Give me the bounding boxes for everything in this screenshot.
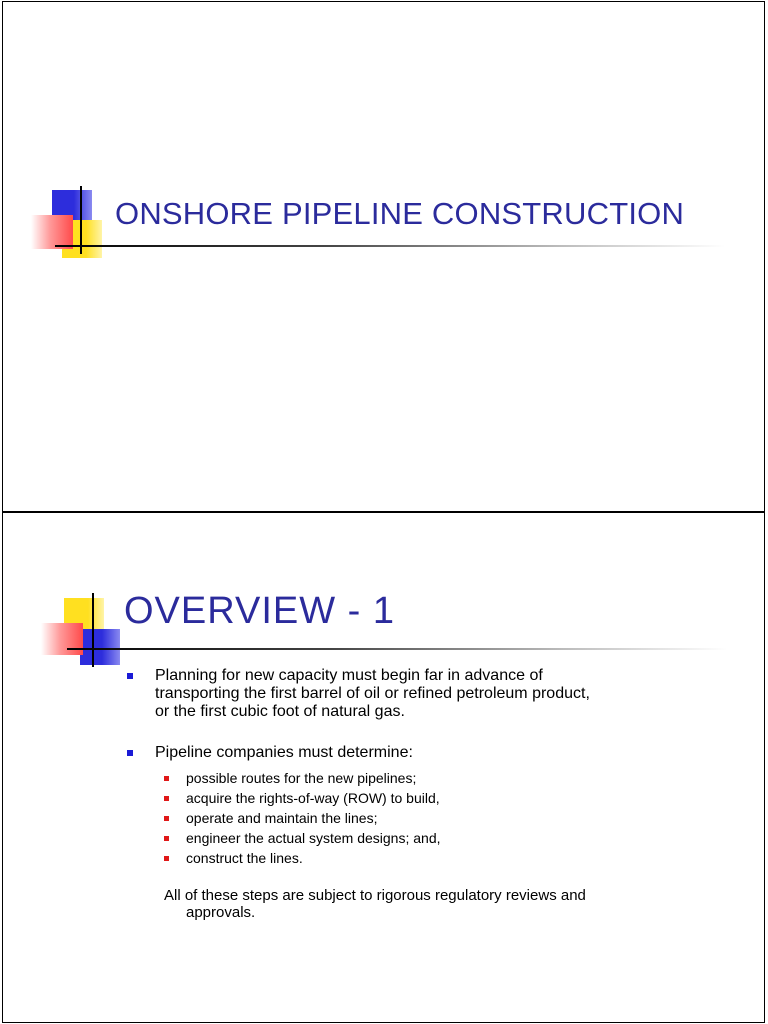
square-bullet-icon: [164, 796, 169, 801]
sub-list-item-text: acquire the rights-of-way (ROW) to build,: [186, 790, 440, 806]
square-bullet-icon: [127, 673, 133, 679]
vertical-rule: [80, 186, 82, 254]
note-line: approvals.: [186, 904, 256, 921]
title-underline: [67, 648, 727, 650]
sub-list-item-text: engineer the actual system designs; and,: [186, 830, 441, 846]
bullet-line: Pipeline companies must determine:: [155, 744, 413, 761]
square-bullet-icon: [164, 816, 169, 821]
slide-1: [2, 1, 765, 512]
title-underline: [55, 245, 725, 247]
square-bullet-icon: [164, 836, 169, 841]
bullet-line: Planning for new capacity must begin far in advance of: [155, 667, 543, 684]
square-bullet-icon: [164, 856, 169, 861]
note-line: All of these steps are subject to rigorous regulatory reviews and: [164, 887, 586, 904]
slide-title: OVERVIEW - 1: [124, 590, 396, 632]
bullet-line: transporting the first barrel of oil or refined petroleum product,: [155, 685, 590, 702]
slide-2: [2, 512, 765, 1023]
red-square-shape: [31, 215, 73, 249]
sub-list-item-text: operate and maintain the lines;: [186, 810, 378, 826]
vertical-rule: [92, 593, 94, 667]
bullet-line: or the first cubic foot of natural gas.: [155, 703, 405, 720]
slide-note: [164, 887, 586, 921]
sub-list-item-text: possible routes for the new pipelines;: [186, 770, 417, 786]
square-bullet-icon: [164, 776, 169, 781]
blue-square-shape: [80, 629, 120, 665]
red-square-shape: [41, 623, 83, 655]
square-bullet-icon: [127, 750, 133, 756]
slide-title: ONSHORE PIPELINE CONSTRUCTION: [115, 196, 685, 231]
sub-list-item-text: construct the lines.: [186, 850, 303, 866]
